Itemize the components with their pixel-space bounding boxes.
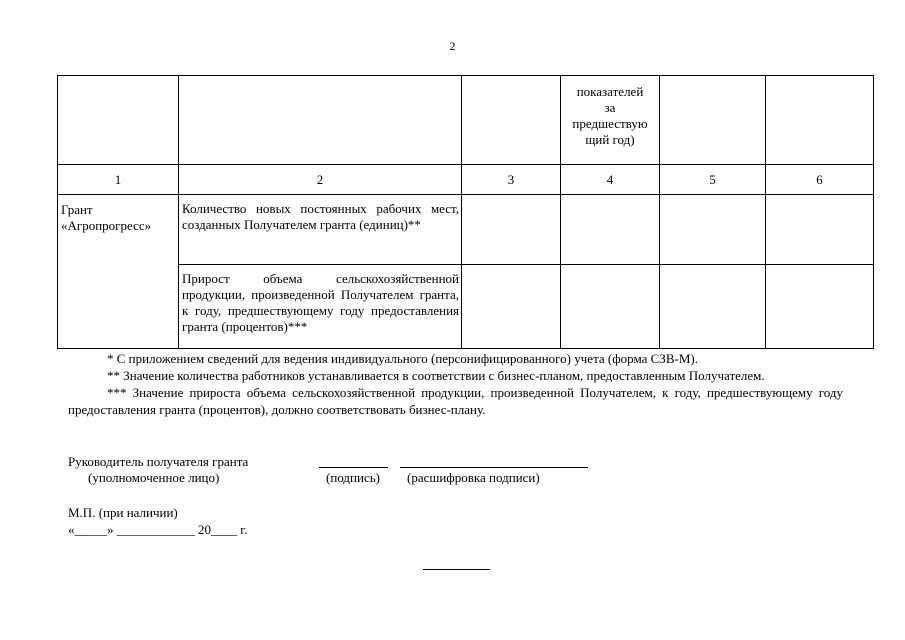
grant-name-line: «Агропрогресс»	[61, 218, 152, 233]
footnotes	[68, 350, 843, 418]
header-cell-6	[766, 76, 874, 165]
value-cell	[766, 265, 874, 349]
footnote-2: ** Значение количества работников устанавливается в соответствии с бизнес-планом, предоставленным Получателем.	[107, 368, 765, 383]
table-row	[58, 195, 874, 265]
footnote-1: * С приложением сведений для ведения индивидуального (персонифицированного) учета (форма СЗВ-М).	[107, 351, 698, 366]
decode-caption: (расшифровка подписи)	[407, 470, 540, 485]
value-cell	[462, 265, 561, 349]
column-numbers-row	[58, 165, 874, 195]
value-cell	[660, 195, 766, 265]
indicator-jobs: Количество новых постоянных рабочих мест, созданных Получателем гранта (единиц)**	[179, 195, 462, 265]
column-number: 4	[561, 165, 660, 195]
indicator-production-growth: Прирост объема сельскохозяйственной продукции, произведенной Получателем гранта, к году, предшествующему году предоставления гранта (процентов)***	[179, 265, 462, 349]
table-row	[58, 265, 874, 349]
value-cell	[561, 195, 660, 265]
grant-name-cell	[58, 195, 179, 349]
header-cell-5	[660, 76, 766, 165]
value-cell	[766, 195, 874, 265]
decode-line	[400, 467, 588, 468]
header-cell-3	[462, 76, 561, 165]
signature-line	[319, 467, 388, 468]
period-text-line: показателей	[576, 84, 644, 99]
column-number: 2	[179, 165, 462, 195]
value-cell	[462, 195, 561, 265]
header-cell-2	[179, 76, 462, 165]
column-number: 1	[58, 165, 179, 195]
footnote-3: *** Значение прироста объема сельскохозяйственной продукции, произведенной Получателем, к году, предшествующему году предоставления гранта (процентов), должно соответствовать бизнес-плану.	[68, 385, 843, 417]
table-header-continuation	[58, 76, 874, 165]
end-separator	[423, 569, 490, 570]
head-label: Руководитель получателя гранта	[68, 454, 249, 469]
page-number: 2	[449, 39, 456, 53]
column-number: 3	[462, 165, 561, 195]
grant-indicators-table	[57, 75, 874, 349]
header-cell-1	[58, 76, 179, 165]
header-cell-previous-year	[561, 76, 660, 165]
period-text-line: за	[604, 100, 616, 115]
stamp-label: М.П. (при наличии)	[68, 505, 178, 520]
period-text-line: предшествую	[572, 116, 648, 131]
period-text-line: щий год)	[585, 132, 635, 147]
authorized-label: (уполномоченное лицо)	[88, 470, 220, 485]
sign-caption: (подпись)	[326, 470, 380, 485]
grant-name-line: Грант	[61, 202, 93, 217]
value-cell	[561, 265, 660, 349]
column-number: 5	[660, 165, 766, 195]
value-cell	[660, 265, 766, 349]
date-line: «_____» ____________ 20____ г.	[68, 522, 248, 537]
column-number: 6	[766, 165, 874, 195]
